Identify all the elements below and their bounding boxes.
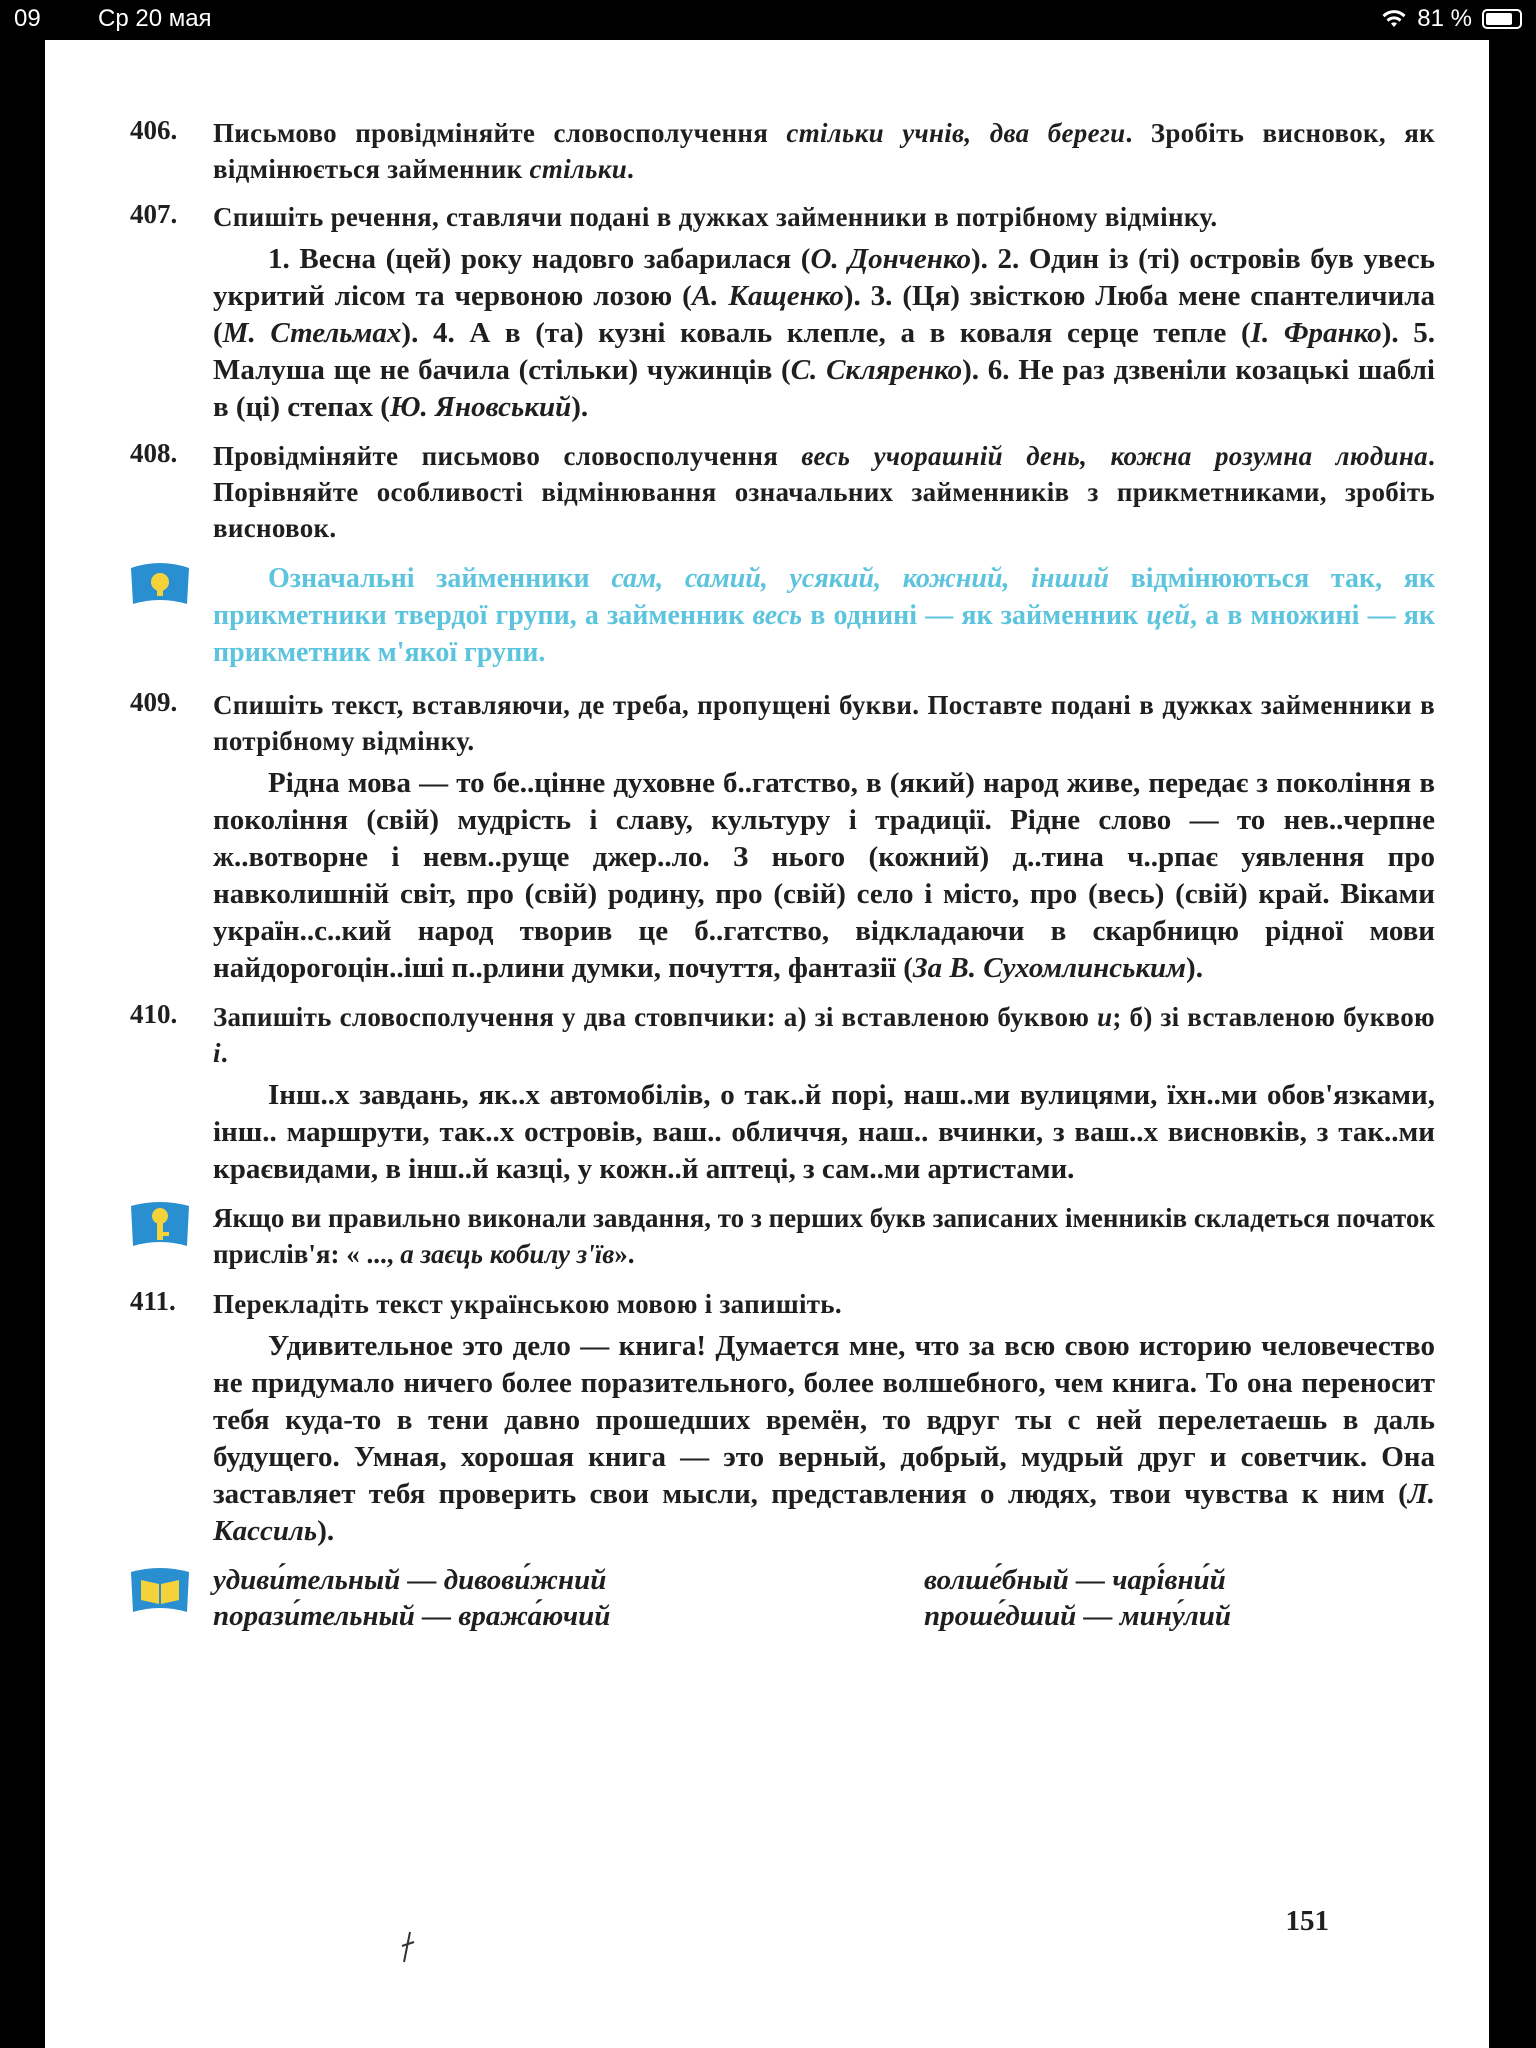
task-text: Удивительное это дело — книга! Думается мне, что за всю свою историю человечество не придумало ничего более поразительного, более волшебного, чем книга. То она переносит тебя куда-то в тени давно прошедших времён, то вдруг ты с ней перелетаешь в даль будущего. Умная, хорошая книга — это верный, добрый, мудрый друг и советчик. Она заставляет тебя проверить свои мысли, представления о людях, твои чувства к ним (Л. Кассиль). <box>213 1330 1435 1547</box>
vocabulary <box>130 1562 1435 1634</box>
hint-note: Якщо ви правильно виконали завдання, то з перших букв записаних іменників складеться початок прислів'я: « ..., а заєць кобилу з'їв». <box>130 1200 1435 1272</box>
task-instruction: Провідміняйте письмово словосполучення весь учорашній день, кожна розумна людина. Порівняйте особливості відмінювання означальних займенників з прикметниками, зробіть висновок. <box>213 441 1435 543</box>
task-text: 1. Весна (цей) року надовго забарилася (О. Донченко). 2. Один із (ті) островів був увесь укритий лісом та червоною лозою (А. Кащенко). 3. (Ця) звісткою Люба мене спантеличила (М. Стельмах). 4. А в (та) кузні коваль клепле, а в коваля серце тепле (І. Франко). 5. Малуша ще не бачила (стільки) чужинців (С. Скляренко). 6. Не раз дзвеніли козацькі шаблі в (ці) степах (Ю. Яновський). <box>213 243 1436 423</box>
task-number: 406. <box>130 115 178 145</box>
task-406 <box>130 115 1435 187</box>
battery-icon <box>1482 9 1522 29</box>
vocab-item: удиви́тельный — дивови́жний <box>213 1564 607 1596</box>
task-number: 408. <box>130 438 178 468</box>
battery-percent: 81 % <box>1417 5 1472 32</box>
page-number: 151 <box>1285 1905 1329 1937</box>
vocab-item: порази́тельный — вража́ючий <box>213 1600 611 1632</box>
task-number: 407. <box>130 199 178 229</box>
task-text: Рідна мова — то бе..цінне духовне б..гатство, в (який) народ живе, передає з покоління в покоління (свій) мудрість і славу, культуру і традиції. Рідне слово — то нев..черпне ж..вотворне і невм..руще джер..ло. З нього (кожний) д..тина ч..рпає уявлення про навколишній світ, про (свій) родину, про (свій) село і місто, про (весь) (свій) край. Віками україн..с..кий народ творив це б..гатство, відкладаючи в скарбницю рідної мови найдорогоцін..іші п..рлини думки, почуття, фантазії (За В. Сухомлинським). <box>213 767 1435 984</box>
task-instruction: Письмово провідміняйте словосполучення стільки учнів, два береги. Зробіть висновок, як відмінюється займенник стільки. <box>213 118 1435 184</box>
task-instruction: Запишіть словосполучення у два стовпчики: а) зі вставленою буквою и; б) зі вставленою буквою і. <box>213 1002 1435 1068</box>
status-bar <box>0 0 1536 40</box>
task-408 <box>130 438 1435 546</box>
task-number: 411. <box>130 1286 176 1316</box>
task-number: 409. <box>130 687 178 717</box>
status-date: Ср 20 мая <box>98 5 212 32</box>
book-icon <box>125 1566 195 1616</box>
page-content <box>130 115 1435 1634</box>
vocab-row <box>213 1562 1435 1598</box>
task-instruction: Перекладіть текст українською мовою і запишіть. <box>213 1289 842 1319</box>
vocab-row <box>213 1598 1435 1634</box>
wifi-icon <box>1381 9 1407 29</box>
vocab-item: проше́дший — мину́лий <box>924 1600 1232 1632</box>
pencil-mark-icon <box>398 1930 418 1964</box>
task-instruction: Спишіть речення, ставлячи подані в дужках займенники в потрібному відмінку. <box>213 202 1218 232</box>
textbook-page <box>45 40 1489 2048</box>
task-instruction: Спишіть текст, вставляючи, де треба, пропущені букви. Поставте подані в дужках займенники в потрібному відмінку. <box>213 690 1435 756</box>
vocab-item: волше́бный — чарі́вни́й <box>924 1564 1226 1596</box>
grammar-rule: Означальні займенники сам, самий, усякий, кожний, інший відмінюються так, як прикметники твердої групи, а займенник весь в однині — як займенник цей, а в множині — як прикметник м'якої групи. <box>130 560 1435 671</box>
task-407 <box>130 199 1435 426</box>
task-number: 410. <box>130 999 178 1029</box>
task-411 <box>130 1286 1435 1550</box>
key-icon <box>125 1200 195 1250</box>
task-409 <box>130 687 1435 987</box>
task-text: Інш..х завдань, як..х автомобілів, о так..й порі, наш..ми вулицями, їхн..ми обов'язками, інш.. маршрути, так..х островів, ваш.. обличчя, наш.. вчинки, з ваш..х висновків, з так..ми краєвидами, в інш..й казці, у кожн..й аптеці, з сам..ми артистами. <box>213 1079 1435 1185</box>
task-410 <box>130 999 1435 1188</box>
exclamation-bulb-icon <box>125 560 195 610</box>
status-time: 09 <box>14 5 41 32</box>
